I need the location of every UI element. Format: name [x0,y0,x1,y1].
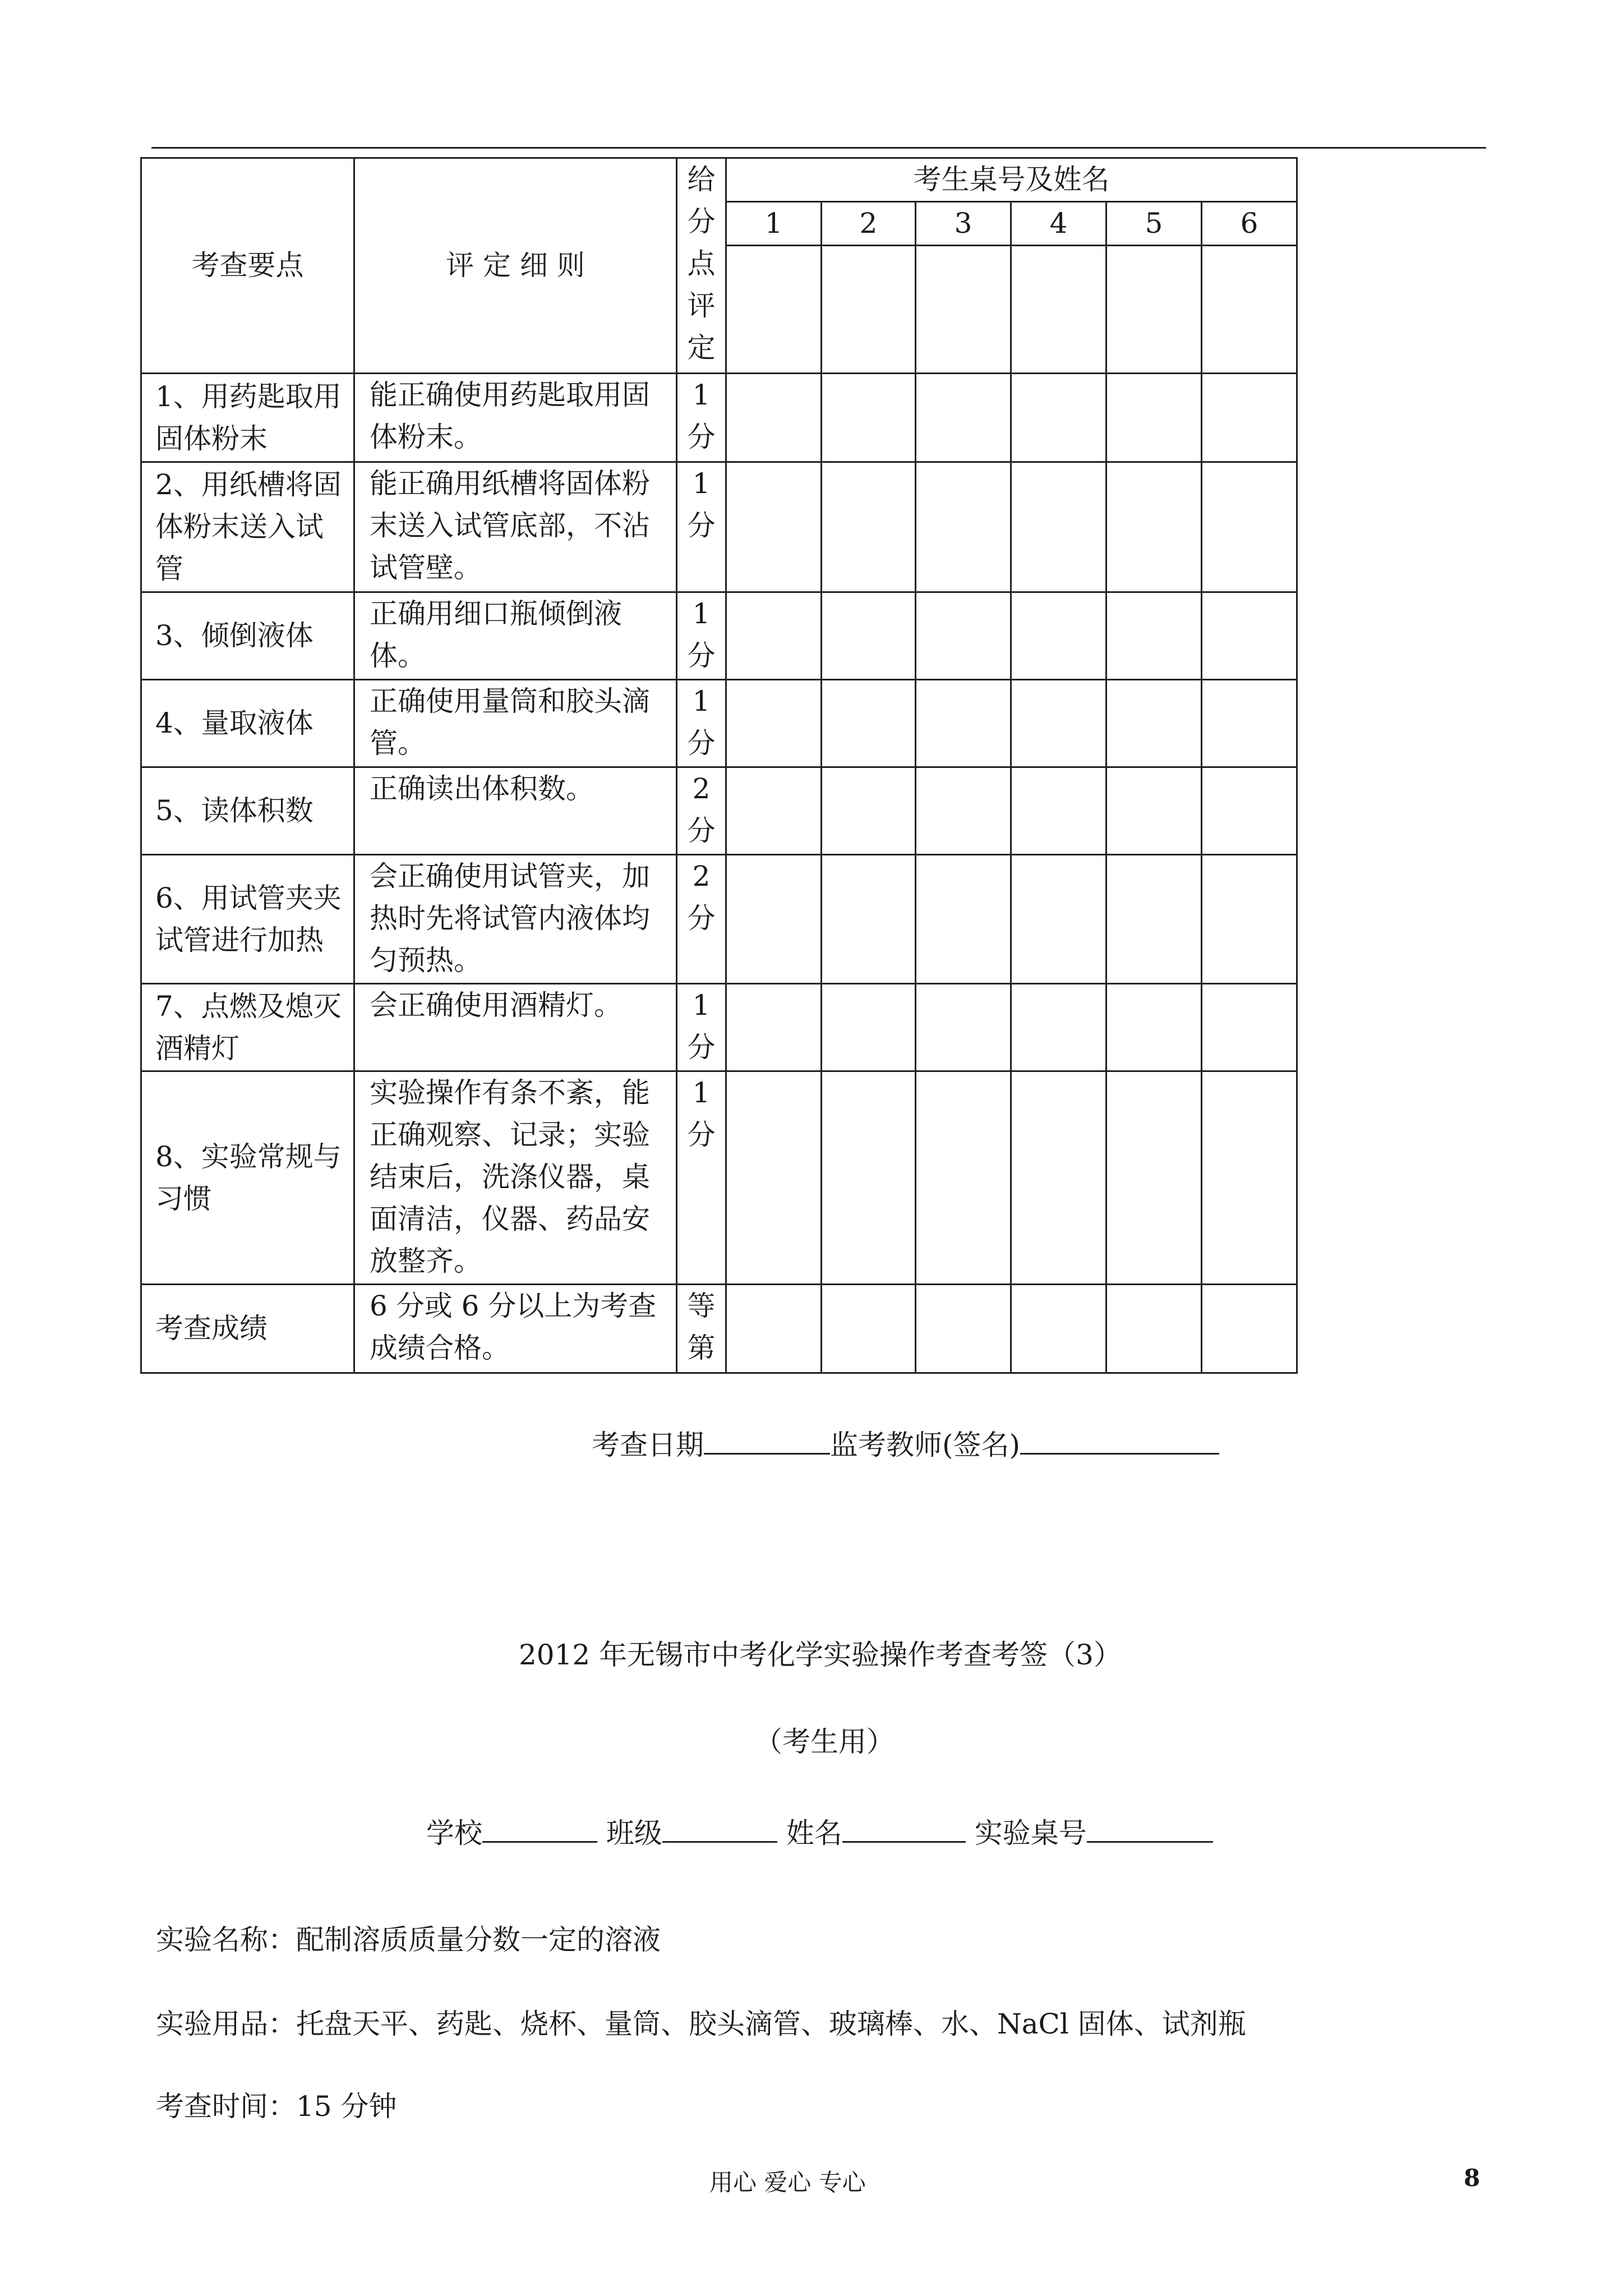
exam-title: 2012 年无锡市中考化学实验操作考查考签（3） [519,1639,1122,1671]
desk-cell[interactable] [822,1071,916,1285]
rule-cell-line: 6 分或 6 分以上为考查 [370,1290,657,1322]
desk-label: 实验桌号 [974,1817,1087,1849]
desk-cell[interactable] [726,246,822,374]
desk-cell[interactable] [1011,855,1106,984]
desk-cell[interactable] [1106,855,1202,984]
desk-cell[interactable] [726,374,822,462]
desk-cell[interactable] [1202,462,1297,592]
rule-cell-line: 结束后，洗涤仪器，桌 [370,1161,650,1193]
point-cell [141,1285,354,1373]
page-number: 8 [1464,2164,1481,2192]
header-desk-2: 2 [822,202,916,246]
point-cell-line: 考查成绩 [155,1312,268,1345]
score-cell-line: 分 [687,639,716,672]
score-cell [677,984,726,1071]
rule-cell [354,462,677,592]
desk-cell[interactable] [916,246,1011,374]
rule-cell-line: 热时先将试管内液体均 [370,902,650,935]
desk-cell[interactable] [916,462,1011,592]
score-cell [677,855,726,984]
school-label: 学校 [426,1817,482,1849]
header-desk-1: 1 [726,202,822,246]
score-cell-line: 分 [687,509,716,542]
point-cell-line: 5、读体积数 [155,794,313,827]
point-cell [141,374,354,462]
point-cell [141,767,354,855]
table-row [141,592,1297,680]
score-cell-line: 第 [687,1332,716,1364]
score-cell-line: 分 [687,727,716,760]
desk-cell[interactable] [1011,1285,1106,1373]
point-cell-line: 体粉末送入试 [155,510,324,543]
point-cell-line: 1、用药匙取用 [155,380,342,413]
desk-cell[interactable] [1202,246,1297,374]
desk-cell[interactable] [822,984,916,1071]
point-cell-line: 3、倾倒液体 [155,619,313,652]
experiment-name: 实验名称：配制溶质质量分数一定的溶液 [156,1924,661,1956]
score-cell [677,767,726,855]
table-row [141,984,1297,1071]
rule-cell-line: 体粉末。 [370,421,482,453]
rule-cell-line: 面清洁，仪器、药品安 [370,1203,650,1235]
desk-cell[interactable] [916,984,1011,1071]
score-cell [677,680,726,767]
desk-cell[interactable] [1106,1071,1202,1285]
desk-cell[interactable] [1106,680,1202,767]
point-cell-line: 习惯 [155,1182,211,1215]
point-cell-line: 固体粉末 [155,422,268,455]
header-desk-6: 6 [1202,202,1297,246]
table-row [141,855,1297,984]
teacher-label: 监考教师(签名) [830,1429,1021,1461]
desk-cell[interactable] [1202,592,1297,680]
exam-subtitle: （考生用） [754,1726,895,1758]
desk-cell[interactable] [1011,1071,1106,1285]
desk-cell[interactable] [1106,374,1202,462]
experiment-materials: 实验用品：托盘天平、药匙、烧杯、量筒、胶头滴管、玻璃棒、水、NaCl 固体、试剂瓶 [156,2008,1246,2040]
point-cell-line: 8、实验常规与 [155,1140,342,1173]
desk-cell[interactable] [916,592,1011,680]
score-cell-line: 1 [692,989,711,1022]
signature-line [592,1425,1219,1462]
desk-cell[interactable] [916,680,1011,767]
table-row [141,1285,1297,1373]
desk-cell[interactable] [1202,374,1297,462]
rule-cell [354,1285,677,1373]
score-cell-line: 分 [687,1119,716,1151]
desk-blank[interactable] [1087,1813,1213,1843]
desk-cell[interactable] [1106,462,1202,592]
score-cell [677,592,726,680]
point-cell-line: 酒精灯 [155,1032,239,1065]
score-cell-line: 1 [692,379,711,411]
score-cell-line: 1 [692,1076,711,1109]
desk-cell[interactable] [1202,767,1297,855]
desk-cell[interactable] [1011,246,1106,374]
table-row [141,767,1297,855]
score-cell-line: 1 [692,597,711,630]
date-label: 考查日期 [592,1429,704,1461]
header-point: 考查要点 [141,158,354,374]
rule-cell-line: 会正确使用酒精灯。 [370,989,622,1022]
point-cell-line: 6、用试管夹夹 [155,881,342,914]
rule-cell-line: 末送入试管底部，不沾 [370,509,650,542]
desk-cell[interactable] [822,855,916,984]
date-blank[interactable] [704,1425,830,1455]
desk-cell[interactable] [1202,1071,1297,1285]
point-cell [141,592,354,680]
rule-cell-line: 匀预热。 [370,944,482,977]
desk-cell[interactable] [1106,767,1202,855]
header-desk-4: 4 [1011,202,1106,246]
desk-cell[interactable] [1106,246,1202,374]
desk-cell[interactable] [916,1285,1011,1373]
class-label: 班级 [606,1817,662,1849]
desk-cell[interactable] [1011,680,1106,767]
score-cell-line: 等 [687,1290,716,1322]
point-cell-line: 7、点燃及熄灭 [155,990,342,1023]
point-cell-line: 试管进行加热 [155,923,324,956]
point-cell [141,855,354,984]
desk-cell[interactable] [1106,984,1202,1071]
rule-cell-line: 成绩合格。 [370,1332,510,1364]
desk-cell[interactable] [822,592,916,680]
score-cell-line: 分 [687,421,716,453]
rule-cell-line: 实验操作有条不紊，能 [370,1076,650,1109]
header-desk-5: 5 [1106,202,1202,246]
rule-cell-line: 正确用细口瓶倾倒液体。 [370,597,622,672]
desk-cell[interactable] [916,374,1011,462]
desk-cell[interactable] [726,680,822,767]
score-cell-line: 2 [692,772,711,805]
point-cell [141,984,354,1071]
desk-cell[interactable] [822,462,916,592]
scoring-table [140,157,1298,1374]
name-label: 姓名 [786,1817,842,1849]
desk-cell[interactable] [1011,374,1106,462]
exam-time: 考查时间：15 分钟 [156,2090,397,2123]
desk-cell[interactable] [1011,462,1106,592]
desk-cell[interactable] [1011,767,1106,855]
desk-cell[interactable] [1106,592,1202,680]
table-row [141,462,1297,592]
score-cell [677,462,726,592]
desk-cell[interactable] [1202,855,1297,984]
desk-cell[interactable] [916,855,1011,984]
point-cell-line: 4、量取液体 [155,707,313,739]
desk-cell[interactable] [822,767,916,855]
score-cell [677,1071,726,1285]
desk-cell[interactable] [1106,1285,1202,1373]
desk-cell[interactable] [726,1285,822,1373]
desk-cell[interactable] [916,767,1011,855]
score-cell-line: 分 [687,815,716,847]
point-cell [141,462,354,592]
rule-cell [354,592,677,680]
rule-cell-line: 能正确用纸槽将固体粉 [370,467,650,500]
rule-cell-line: 正确使用量筒和胶头滴 [370,685,650,717]
point-cell [141,1071,354,1285]
desk-cell[interactable] [1202,1285,1297,1373]
rule-cell [354,1071,677,1285]
desk-cell[interactable] [726,1071,822,1285]
desk-cell[interactable] [1202,984,1297,1071]
rule-cell [354,374,677,462]
rule-cell-line: 会正确使用试管夹，加 [370,860,650,892]
score-cell-line: 2 [692,860,711,892]
rule-cell-line: 试管壁。 [370,551,482,584]
table-row [141,374,1297,462]
rule-cell-line: 管。 [370,727,426,760]
desk-cell[interactable] [726,855,822,984]
desk-cell[interactable] [822,1285,916,1373]
rule-cell [354,855,677,984]
rule-cell-line: 放整齐。 [370,1245,482,1277]
point-cell-line: 管 [155,553,183,585]
table-row [141,1071,1297,1285]
desk-cell[interactable] [822,246,916,374]
score-cell-line: 1 [692,685,711,717]
header-rule [151,147,1486,149]
score-cell-line: 分 [687,1031,716,1064]
header-rule: 评 定 细 则 [354,158,677,374]
desk-cell[interactable] [726,592,822,680]
header-score: 给 分 点 评 定 [677,158,726,374]
rule-cell [354,680,677,767]
table-row [141,680,1297,767]
rule-cell-line: 正确观察、记录；实验 [370,1119,650,1151]
score-cell-line: 分 [687,902,716,935]
desk-cell[interactable] [822,374,916,462]
footer-motto: 用心 爱心 专心 [709,2169,866,2196]
point-cell-line: 2、用纸槽将固 [155,468,342,501]
desk-cell[interactable] [726,767,822,855]
score-cell-line: 1 [692,467,711,500]
header-desk-3: 3 [916,202,1011,246]
name-blank[interactable] [842,1813,966,1843]
desk-cell[interactable] [726,984,822,1071]
score-cell [677,374,726,462]
rule-cell [354,767,677,855]
desk-cell[interactable] [1011,592,1106,680]
desk-cell[interactable] [726,462,822,592]
student-info-line [426,1813,1213,1850]
desk-cell[interactable] [822,680,916,767]
school-blank[interactable] [482,1813,597,1843]
desk-cell[interactable] [916,1071,1011,1285]
class-blank[interactable] [662,1813,777,1843]
header-students: 考生桌号及姓名 [726,158,1297,202]
rule-cell-line: 能正确使用药匙取用固 [370,379,650,411]
rule-cell [354,984,677,1071]
desk-cell[interactable] [1202,680,1297,767]
score-cell [677,1285,726,1373]
rule-cell-line: 正确读出体积数。 [370,772,594,805]
desk-cell[interactable] [1011,984,1106,1071]
point-cell [141,680,354,767]
teacher-blank[interactable] [1020,1425,1219,1455]
